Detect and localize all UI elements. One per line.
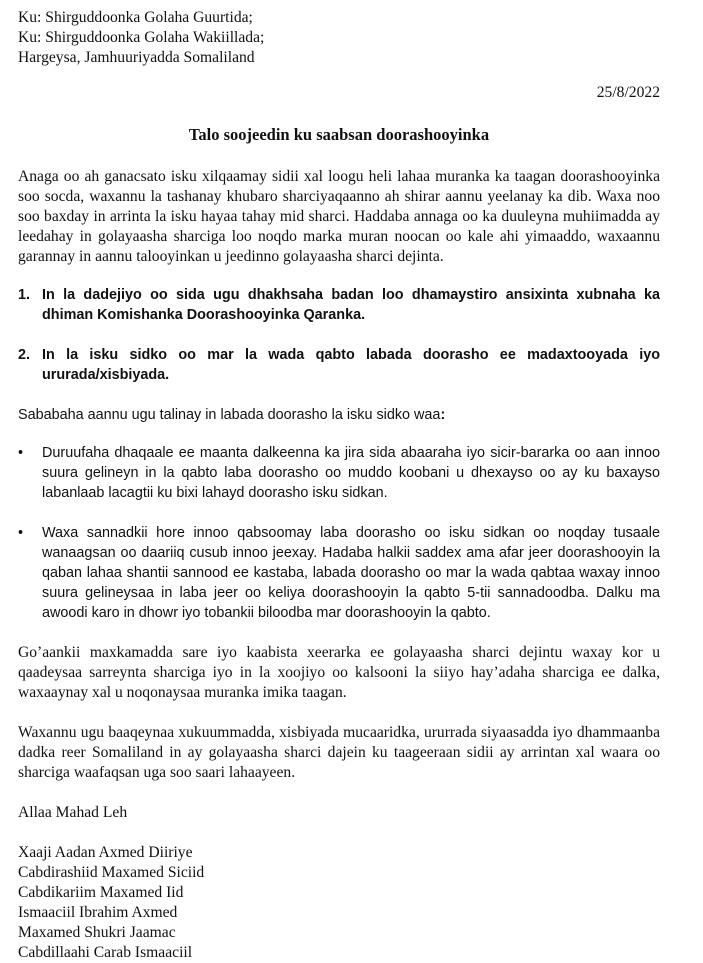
reasons-heading-text: Sababaha aannu ugu talinay in labada doorasho la isku sidko waa bbox=[18, 407, 441, 423]
item-number: 2. bbox=[18, 347, 31, 363]
recommendation-list bbox=[18, 285, 660, 385]
reasons-heading-colon: : bbox=[440, 407, 446, 423]
signatory-name: Ismaaciil Ibrahim Axmed bbox=[18, 904, 178, 921]
signatory-name: Maxamed Shukri Jaamac bbox=[18, 924, 176, 941]
letter-subject: Talo soojeedin ku saabsan doorashooyinka bbox=[188, 125, 490, 144]
item-text: In la dadejiyo oo sida ugu dhakhsaha badan loo dhamaystiro ansixinta xubnaha ka dhiman Komishanka Doorashooyinka Qaranka. bbox=[42, 287, 660, 323]
court-paragraph: Go’aankii maxkamadda sare iyo kaabista xeerarka ee golayaasha sharci dejintu waxay kor u qaadeysaa sarreynta sharciga iyo in la xoojiyo oo kalsooni la siiyo hay’adaha sharciga ee dalka, waxaaynay xal u noqonaysaa muranka imika taagan. bbox=[18, 644, 660, 701]
signatory-name: Cabdillaahi Carab Ismaaciil bbox=[18, 944, 193, 961]
appeal-paragraph: Waxannu ugu baaqeynaa xukuummadda, xisbiyada mucaaridka, ururrada siyaasadda iyo dhammaanba dadka reer Somaliland in ay golayaasha sharci dajein ku taageeraan sidii ay arrintan xal waara oo sharciga waafaqsan uga soo saari lahaayeen. bbox=[18, 724, 660, 781]
recipient-line: Ku: Shirguddoonka Golaha Guurtida; bbox=[18, 9, 253, 26]
item-text: In la isku sidko oo mar la wada qabto labada doorasho ee madaxtooyada iyo ururada/xisbiyada. bbox=[42, 347, 660, 383]
recipient-line: Ku: Shirguddoonka Golaha Wakiillada; bbox=[18, 29, 265, 46]
reason-item bbox=[18, 523, 660, 623]
letter bbox=[18, 8, 660, 963]
bullet-icon: • bbox=[18, 525, 24, 541]
signatories-list bbox=[18, 843, 660, 963]
recommendation-item bbox=[18, 345, 660, 385]
reason-text: Duruufaha dhaqaale ee maanta dalkeenna ka jira sida abaaraha iyo sicir-bararka oo aan innoo suura gelineyn in la qabto laba doorasho oo muddo koobani u dhexayso oo ay ku baxayso labanlaab lacagtii ku bixi lahayd doorasho isku sidkan. bbox=[42, 445, 660, 501]
recipient-block bbox=[18, 8, 660, 68]
address-line: Hargeysa, Jamhuuriyadda Somaliland bbox=[18, 49, 255, 66]
recommendation-item bbox=[18, 285, 660, 325]
reasons-list bbox=[18, 443, 660, 623]
reason-text: Waxa sannadkii hore innoo qabsoomay laba doorasho oo isku sidkan oo noqday tusaale wanaagsan oo daariiq cusub innoo jeexay. Hadaba halkii saddex ama afar jeer doorashooyin la qaban lahaa shantii sannood ee kastaba, labada doorasho oo mar la wada qabtaa waxay innoo suura gelineysaa in laba jeer oo keliya doorashooyin la qabto 5-tii sannadoodba. Dalku ma awoodi karo in dhowr iyo tobankii biloodba mar doorashooyin la qabto. bbox=[42, 525, 660, 621]
closing-salutation: Allaa Mahad Leh bbox=[18, 804, 128, 821]
reason-item bbox=[18, 443, 660, 503]
letter-date: 25/8/2022 bbox=[596, 84, 660, 101]
item-number: 1. bbox=[18, 287, 31, 303]
signatory-name: Xaaji Aadan Axmed Diiriye bbox=[18, 844, 193, 861]
reasons-heading bbox=[18, 405, 660, 425]
signatory-name: Cabdikariim Maxamed Iid bbox=[18, 884, 184, 901]
intro-paragraph: Anaga oo ah ganacsato isku xilqaamay sidii xal loogu heli lahaa muranka ka taagan doorashooyinka soo socda, waxannu la tashanay khubaro sharciyaqaanno ah shirar aannu yeelanay ka dib. Waxa noo soo baxday in arrinta la isku hayaa tahay mid sharci. Haddaba annaga oo ka duuleyna muhiimadda ay leedahay in golayaasha sharciga loo noqdo marka muran noocan oo kale ahi yimaaddo, waxaannu garannay in aannu talooyinkan u jeedinno golayaasha sharci dejinta. bbox=[18, 168, 660, 265]
signatory-name: Cabdirashiid Maxamed Siciid bbox=[18, 864, 205, 881]
bullet-icon: • bbox=[18, 445, 24, 461]
